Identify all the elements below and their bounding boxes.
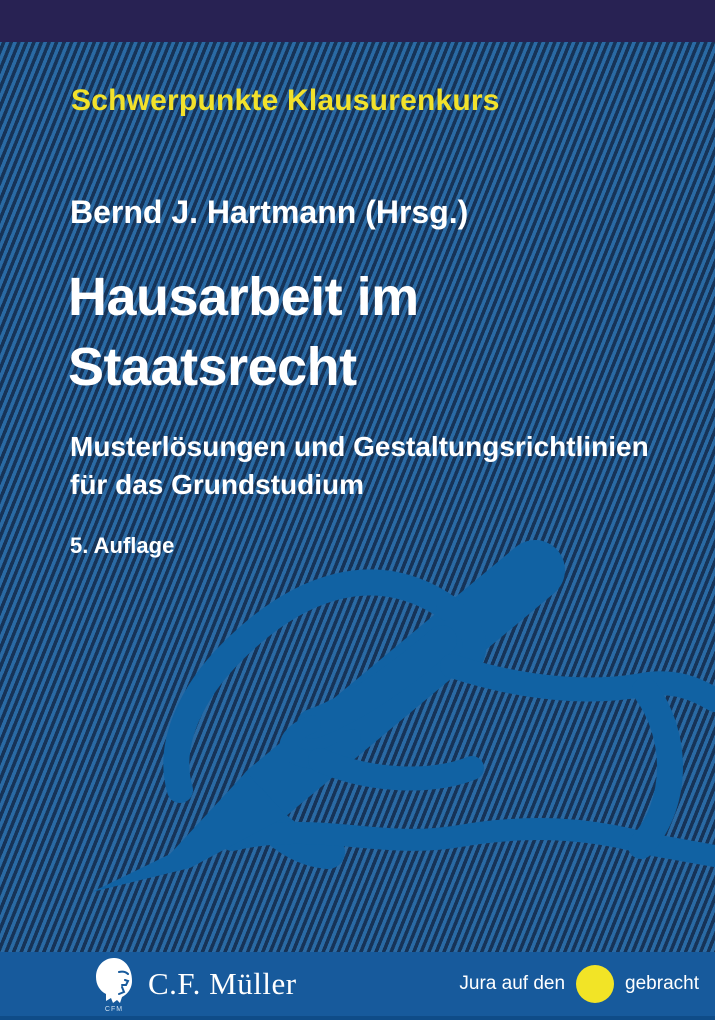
publisher-tagline	[459, 952, 699, 1016]
top-spine-band	[0, 0, 715, 42]
book-subtitle-line1: Musterlösungen und Gestaltungsrichtlinien	[70, 431, 649, 462]
series-title: Schwerpunkte Klausurenkurs	[71, 84, 500, 117]
publisher-brand	[92, 956, 297, 1013]
book-title	[68, 262, 419, 402]
finger-under-pen	[320, 760, 472, 778]
publisher-logo	[92, 956, 136, 1013]
bottom-edge	[0, 1016, 715, 1020]
book-subtitle-line2: für das Grundstudium	[70, 469, 364, 500]
book-title-line2: Staatsrecht	[68, 337, 357, 397]
arm-top-line	[452, 666, 715, 700]
author-line: Bernd J. Hartmann (Hrsg.)	[70, 194, 469, 230]
sleeve-cuff	[641, 690, 670, 846]
publisher-name: C.F. Müller	[148, 966, 297, 1001]
tagline-right: gebracht	[625, 973, 699, 994]
tagline-left: Jura auf den	[459, 973, 566, 994]
book-title-line1: Hausarbeit im	[68, 267, 419, 327]
edition-label: 5. Auflage	[70, 533, 175, 558]
punkt-dot-icon	[576, 965, 614, 1003]
logo-caption: CFM	[104, 1006, 124, 1013]
book-subtitle	[70, 428, 649, 504]
writing-hand-pen-illustration	[0, 540, 715, 955]
